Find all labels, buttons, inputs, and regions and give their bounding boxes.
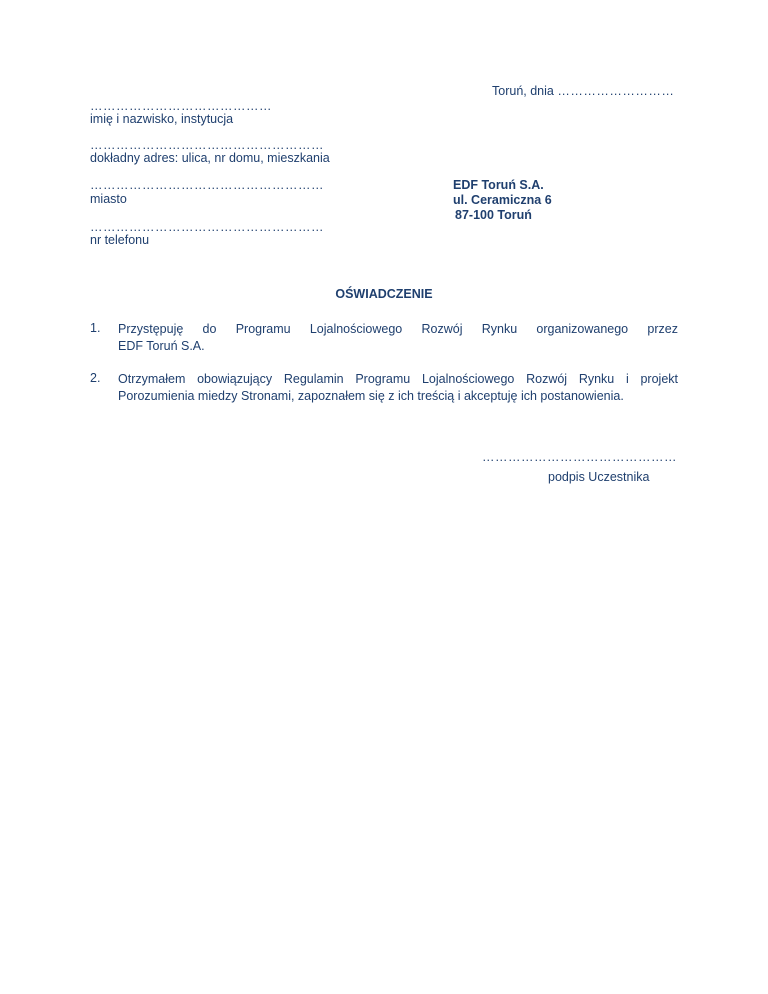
item-1-line-2: EDF Toruń S.A. [118, 339, 205, 353]
city-label: miasto [90, 192, 127, 206]
item-1-line-1 [118, 321, 678, 338]
recipient-postal-city: 87-100 Toruń [455, 208, 532, 222]
date-line [492, 84, 674, 98]
item-1-word: Rynku [481, 322, 518, 336]
item-2-line-1: Otrzymałem obowiązujący Regulamin Programu Lojalnościowego Rozwój Rynku i projekt [118, 372, 678, 386]
item-1-word: Przystępuję [118, 322, 184, 336]
recipient-company: EDF Toruń S.A. [453, 178, 544, 192]
address-dots: ……………………………………………… [90, 138, 324, 152]
item-1-word: przez [647, 322, 678, 336]
city-dots: ……………………………………………… [90, 178, 324, 192]
address-label: dokładny adres: ulica, nr domu, mieszkania [90, 151, 330, 165]
item-2-text [118, 371, 678, 405]
name-dots: …………………………………… [90, 99, 272, 113]
item-2-line-2: Porozumienia miedzy Stronami, zapoznałem się z ich treścią i akceptuję ich postanowienia. [118, 389, 624, 403]
item-1-number: 1. [90, 321, 101, 335]
name-label: imię i nazwisko, instytucja [90, 112, 234, 126]
date-label: Toruń, dnia [492, 84, 554, 98]
document-title: OŚWIADCZENIE [335, 287, 433, 301]
recipient-street: ul. Ceramiczna 6 [453, 193, 552, 207]
item-1-word: Rozwój [421, 322, 463, 336]
item-1-word: organizowanego [536, 322, 629, 336]
item-2-number: 2. [90, 371, 101, 385]
phone-dots: ……………………………………………… [90, 220, 324, 234]
item-1-word: Lojalnościowego [309, 322, 403, 336]
phone-label: nr telefonu [90, 233, 150, 247]
signature-label: podpis Uczestnika [548, 470, 650, 484]
item-1-word: do [202, 322, 217, 336]
signature-dots: ……………………………………… [482, 450, 677, 464]
recipient-address [453, 178, 552, 223]
item-1-word: Programu [235, 322, 291, 336]
item-1-text [118, 321, 678, 355]
date-dots: ……………………… [557, 84, 675, 98]
